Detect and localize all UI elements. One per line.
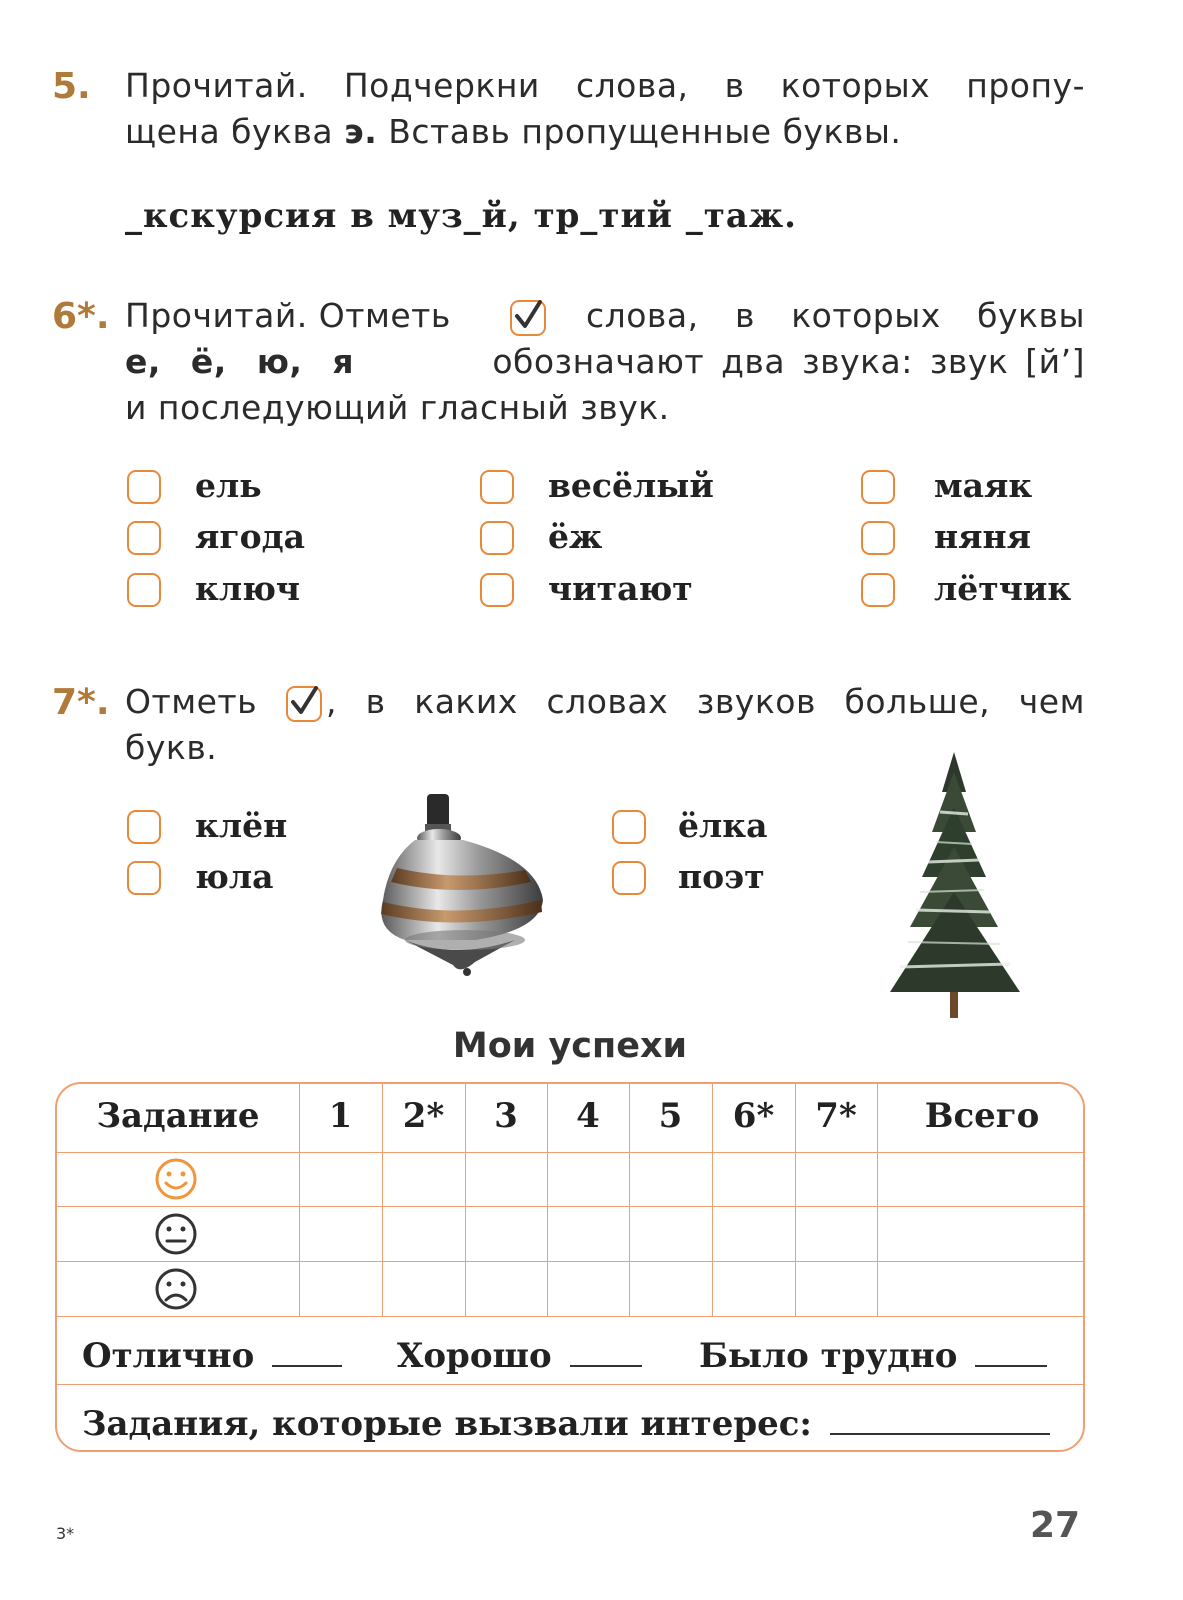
task6-sample-checkbox [510, 300, 546, 336]
fir-tree-illustration [880, 752, 1030, 1020]
word-mayak: маяк [934, 466, 1033, 505]
word-klyuch: ключ [195, 569, 301, 608]
word-klyon: клён [195, 806, 288, 845]
header-task-4: 4 [576, 1096, 600, 1136]
hard-blank[interactable] [975, 1365, 1047, 1367]
checkbox-el[interactable] [127, 470, 161, 504]
task6-line1-pre: Прочитай. Отметь [125, 296, 451, 335]
task6-letters: е, ё, ю, я [125, 342, 355, 381]
header-task-1: 1 [328, 1096, 353, 1136]
task6-line3: и последующий гласный звук. [125, 388, 670, 427]
task5-letter-e: э. [344, 112, 378, 151]
header-task-6: 6* [732, 1096, 775, 1136]
task7-number: 7*. [52, 682, 110, 723]
task6-line2 [125, 342, 1085, 381]
rating-good [397, 1336, 642, 1376]
task7-line1-post: , в каких словах звуков больше, чем [326, 682, 1085, 721]
header-task: Задание [96, 1096, 260, 1136]
header-task-3: 3 [494, 1096, 518, 1136]
interest-blank[interactable] [830, 1433, 1050, 1435]
sample-checkbox-box [286, 686, 322, 722]
header-task-5: 5 [658, 1096, 683, 1136]
success-title: Мои успехи [452, 1026, 688, 1066]
word-yagoda: ягода [195, 517, 305, 556]
success-table [55, 1082, 1085, 1452]
header-total: Всего [924, 1096, 1040, 1136]
task6-number: 6*. [52, 296, 110, 337]
word-el: ель [195, 466, 262, 505]
checkbox-vesyoly[interactable] [480, 470, 514, 504]
task5-line2-post: Вставь пропущенные буквы. [377, 112, 902, 151]
task7-line2: букв. [125, 728, 218, 767]
checkbox-klyon[interactable] [127, 810, 161, 844]
signature-mark: 3* [56, 1524, 75, 1543]
sample-checkbox-box [510, 300, 546, 336]
header-task-7: 7* [815, 1096, 857, 1136]
checkbox-yula[interactable] [127, 861, 161, 895]
page-number: 27 [1030, 1505, 1081, 1546]
spinning-top-illustration [365, 790, 550, 985]
word-yula: юла [195, 857, 274, 896]
task5-sentence: _кскурсия в муз_й, тр_тий _таж. [125, 196, 798, 236]
word-poet: поэт [678, 857, 765, 896]
checkbox-mayak[interactable] [861, 470, 895, 504]
task5-line2 [125, 112, 901, 151]
rating-hard [699, 1336, 1047, 1376]
checkbox-nyanya[interactable] [861, 521, 895, 555]
task5-line1: Прочитай. Подчеркни слова, в которых пропу- [125, 66, 1085, 105]
checkbox-klyuch[interactable] [127, 573, 161, 607]
header-task-2: 2* [402, 1096, 445, 1136]
checkbox-chitayut[interactable] [480, 573, 514, 607]
label-good: Хорошо [397, 1336, 552, 1376]
checkmark-icon [512, 300, 544, 332]
task6-line2-post: обозначают два звука: звук [й’] [492, 342, 1085, 381]
checkbox-yagoda[interactable] [127, 521, 161, 555]
checkbox-poet[interactable] [612, 861, 646, 895]
word-yolka: ёлка [678, 806, 768, 845]
excellent-blank[interactable] [272, 1365, 342, 1367]
word-vesyoly: весёлый [548, 466, 714, 505]
rating-row [82, 1336, 342, 1376]
checkbox-yozh[interactable] [480, 521, 514, 555]
checkmark-icon [288, 686, 320, 718]
word-lyotchik: лётчик [934, 569, 1072, 608]
task5-line2-pre: щена буква [125, 112, 345, 151]
task5-number: 5. [52, 66, 91, 107]
checkbox-yolka[interactable] [612, 810, 646, 844]
word-chitayut: читают [548, 569, 693, 608]
task7-sample-checkbox [286, 686, 322, 722]
sad-face-icon [154, 1267, 198, 1311]
task6-line1-post: слова, в которых буквы [586, 296, 1085, 335]
label-interest: Задания, которые вызвали интерес: [82, 1404, 812, 1444]
word-nyanya: няня [934, 517, 1032, 556]
word-yozh: ёж [548, 517, 603, 556]
label-hard: Было трудно [699, 1336, 958, 1376]
interest-row [82, 1404, 1050, 1444]
happy-face-icon [154, 1157, 198, 1201]
label-excellent: Отлично [82, 1336, 255, 1376]
checkbox-lyotchik[interactable] [861, 573, 895, 607]
good-blank[interactable] [570, 1365, 642, 1367]
task7-line1-pre: Отметь [125, 682, 258, 721]
neutral-face-icon [154, 1212, 198, 1256]
